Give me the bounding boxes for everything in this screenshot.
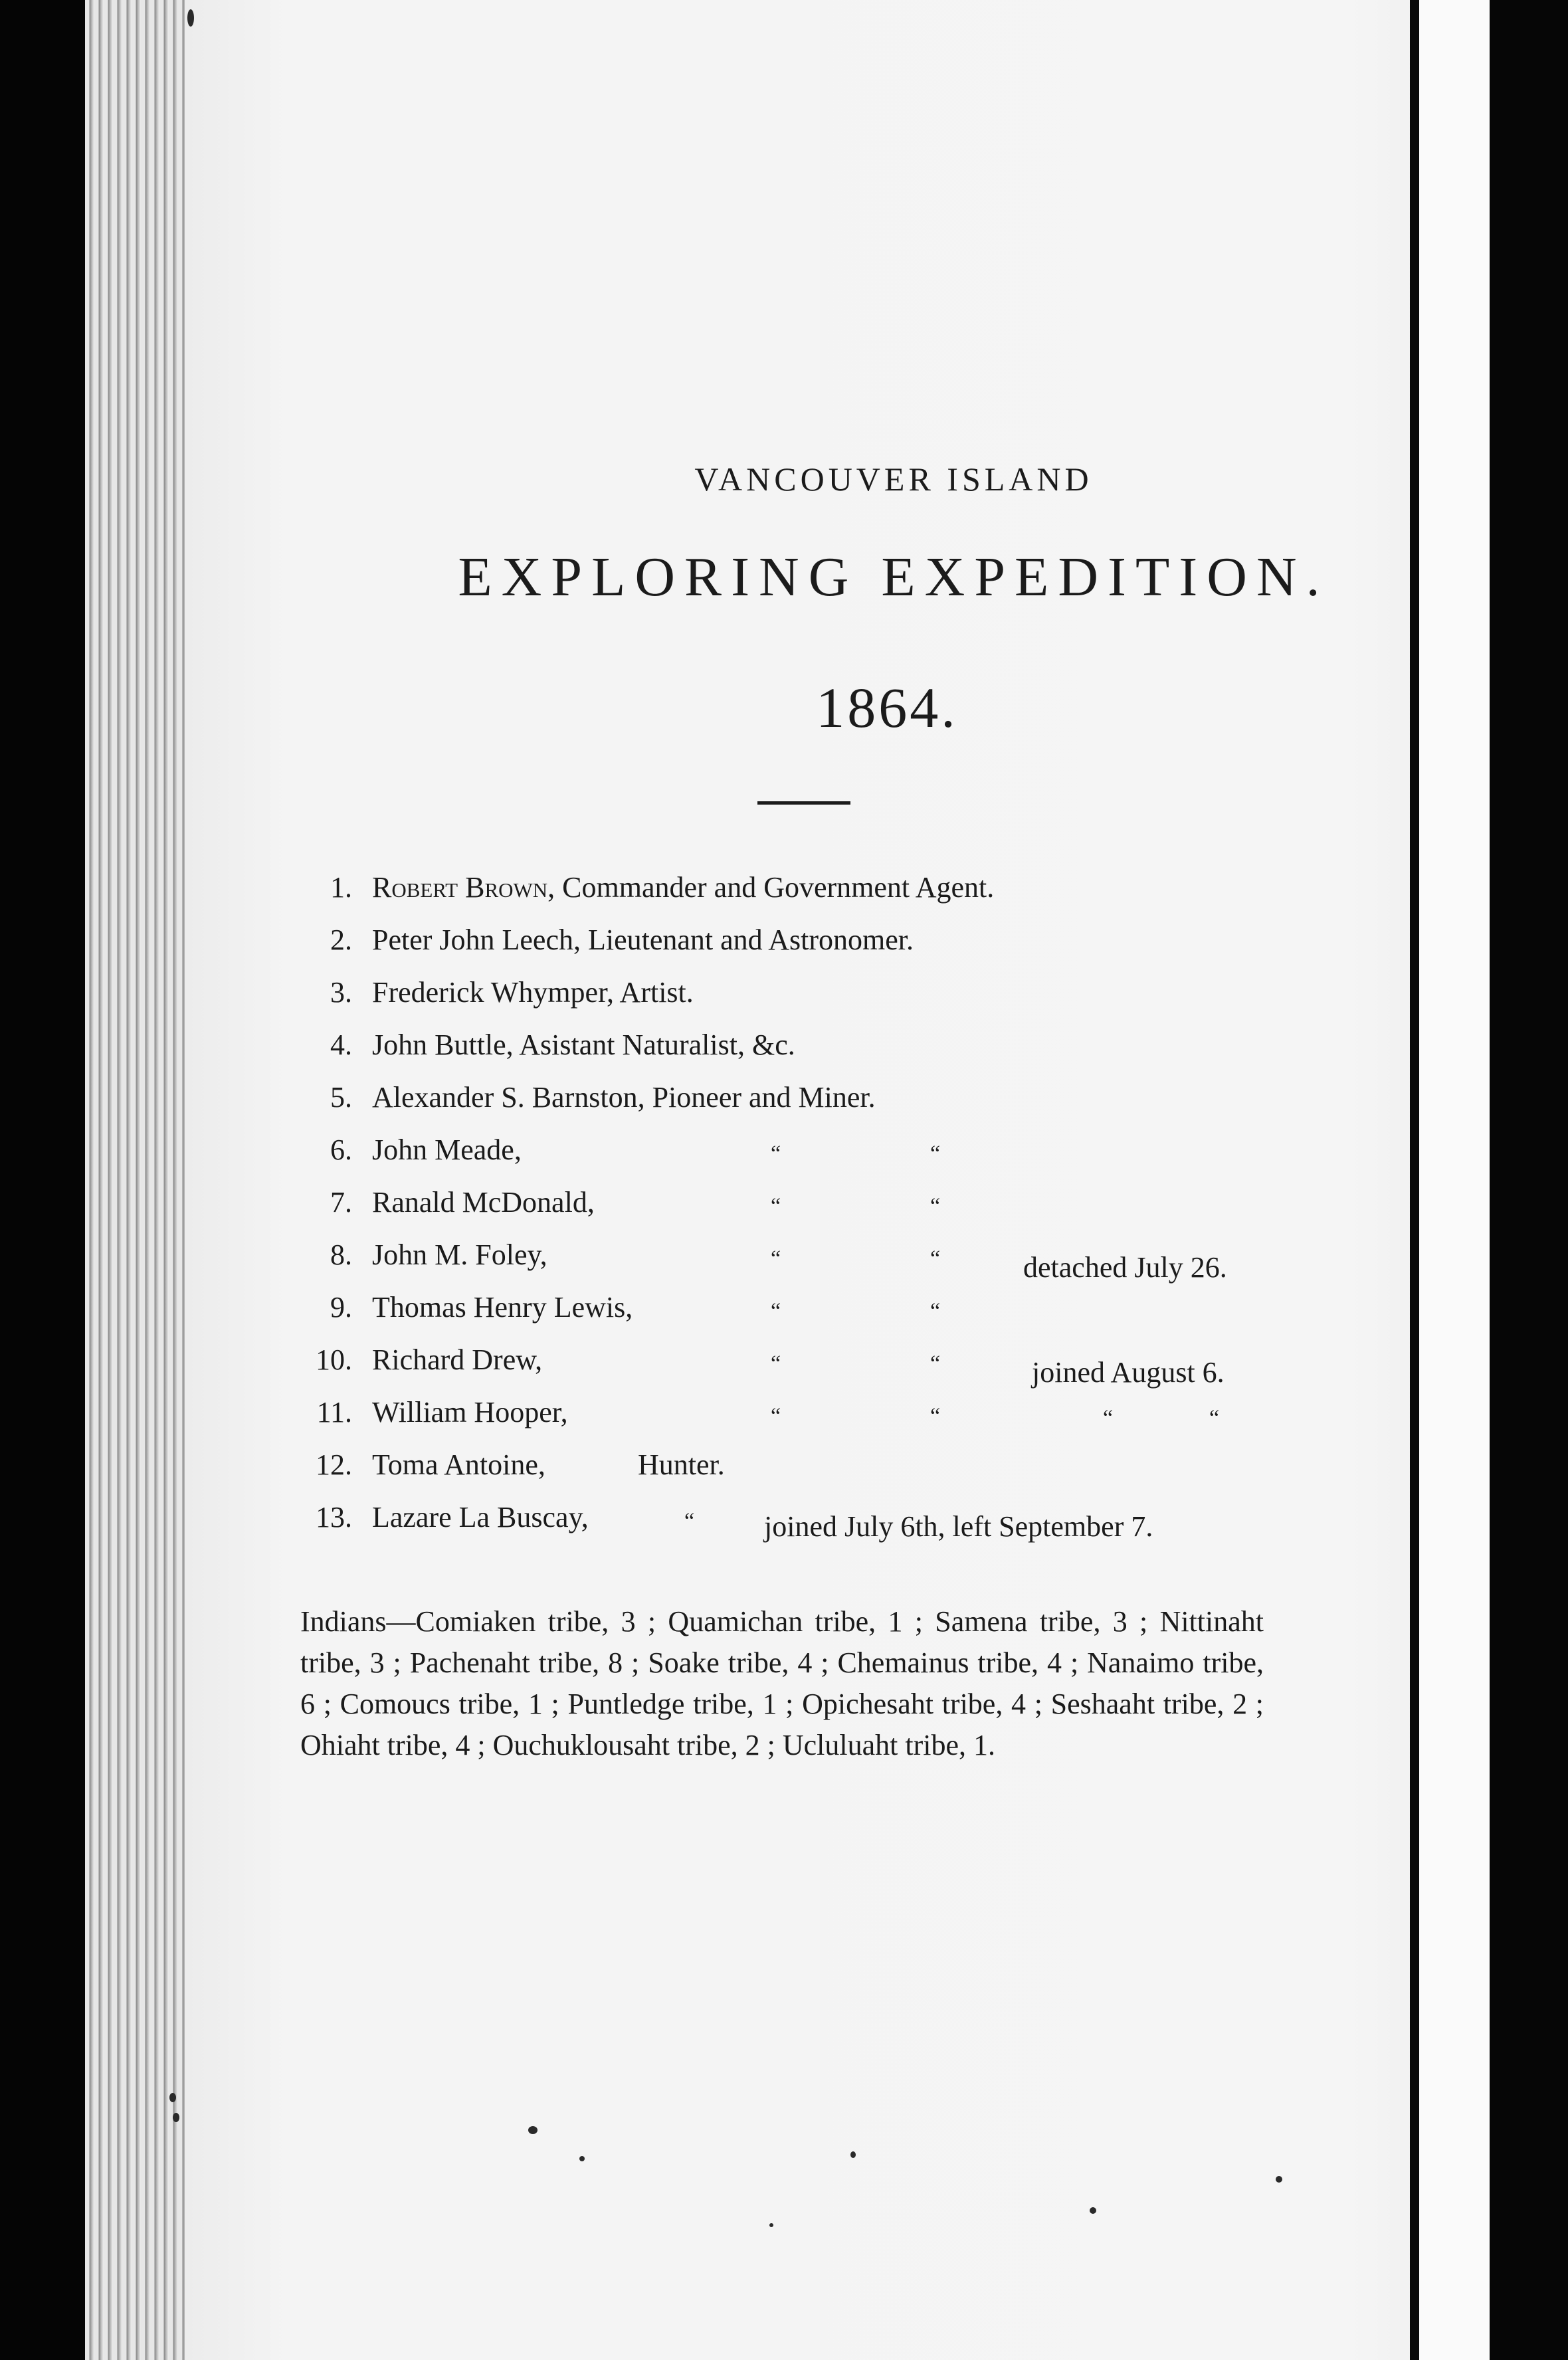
ditto-mark: “ [1209,1406,1220,1430]
roster-number: 6. [330,1133,352,1166]
roster-number: 5. [330,1081,352,1114]
roster-text: John Meade, [372,1133,522,1166]
roster-text: Peter John Leech, Lieutenant and Astronomer. [372,924,914,956]
scan-speck [1090,2207,1096,2214]
scan-speck [579,2156,585,2161]
roster-text: Frederick Whymper, Artist. [372,976,694,1009]
roster-name-smallcaps: Robert Brown [372,871,548,904]
scan-speck [1276,2176,1282,2183]
ditto-mark: “ [930,1246,941,1271]
roster-text: , Commander and Government Agent. [547,871,995,904]
scan-border-right [1490,0,1568,2360]
note-joined-july: joined July 6th, left September 7. [764,1510,1153,1543]
ditto-mark: “ [771,1194,781,1219]
roster-entry [372,870,994,904]
note-detached: detached July 26. [1023,1251,1227,1284]
heading-year: 1864. [816,676,958,739]
roster-number: 1. [330,871,352,904]
scan-speck [769,2223,773,2227]
roster-text: William Hooper, [372,1396,568,1428]
ditto-mark: “ [771,1404,781,1428]
hunter-label: Hunter. [638,1448,725,1481]
scan-speck [187,9,194,27]
roster-number: 3. [330,976,352,1009]
heading-exploring-expedition: EXPLORING EXPEDITION. [458,546,1329,608]
ditto-mark: “ [930,1351,941,1376]
roster-number: 8. [330,1238,352,1271]
roster-number: 13. [316,1501,352,1533]
roster-text: Alexander S. Barnston, Pioneer and Miner. [372,1081,876,1114]
indians-paragraph: Indians—Comiaken tribe, 3 ; Quamichan tribe, 1 ; Samena tribe, 3 ; Nittinaht tribe, 3 ; Pachenaht tribe, 8 ; Soake tribe, 4 ; Chemainus tribe, 4 ; Nanaimo tribe, 6 ; Comoucs tribe, 1 ; Puntledge tribe, 1 ; Opichesaht tribe, 4 ; Seshaaht tribe, 2 ; Ohiaht tribe, 4 ; Ouchuklousaht tribe, 2 ; Ucluluaht tribe, 1. [300,1605,1264,1761]
ditto-mark: “ [930,1141,941,1166]
title-rule [757,801,850,805]
roster-text: Richard Drew, [372,1343,543,1376]
roster-text: John M. Foley, [372,1238,547,1271]
ditto-mark: “ [771,1246,781,1271]
scan-speck [528,2126,538,2134]
roster-text: Ranald McDonald, [372,1186,595,1219]
roster-number: 4. [330,1029,352,1061]
scan-speck [173,2113,179,2122]
roster-number: 10. [316,1343,352,1376]
ditto-mark: “ [771,1141,781,1166]
scan-speck [850,2151,856,2158]
roster-number: 11. [316,1396,352,1428]
ditto-mark: “ [771,1351,781,1376]
ditto-mark: “ [1103,1406,1114,1430]
roster-number: 12. [316,1448,352,1481]
roster-text: Thomas Henry Lewis, [372,1291,633,1324]
ditto-mark: “ [684,1509,695,1533]
page-edges-stack [85,0,185,2360]
ditto-mark: “ [771,1299,781,1324]
scan-border-strip [1410,0,1490,2360]
roster-number: 2. [330,924,352,956]
scan-speck [169,2093,176,2102]
roster-text: John Buttle, Asistant Naturalist, &c. [372,1029,795,1061]
roster-number: 7. [330,1186,352,1219]
heading-vancouver-island: VANCOUVER ISLAND [694,460,1093,498]
ditto-mark: “ [930,1404,941,1428]
scan-border-left [0,0,85,2360]
roster-text: Lazare La Buscay, [372,1501,589,1533]
ditto-mark: “ [930,1194,941,1219]
note-joined-august: joined August 6. [1032,1356,1225,1389]
ditto-mark: “ [930,1299,941,1324]
document-page [185,0,1480,2360]
roster-number: 9. [330,1291,352,1324]
roster-text: Toma Antoine, [372,1448,545,1481]
